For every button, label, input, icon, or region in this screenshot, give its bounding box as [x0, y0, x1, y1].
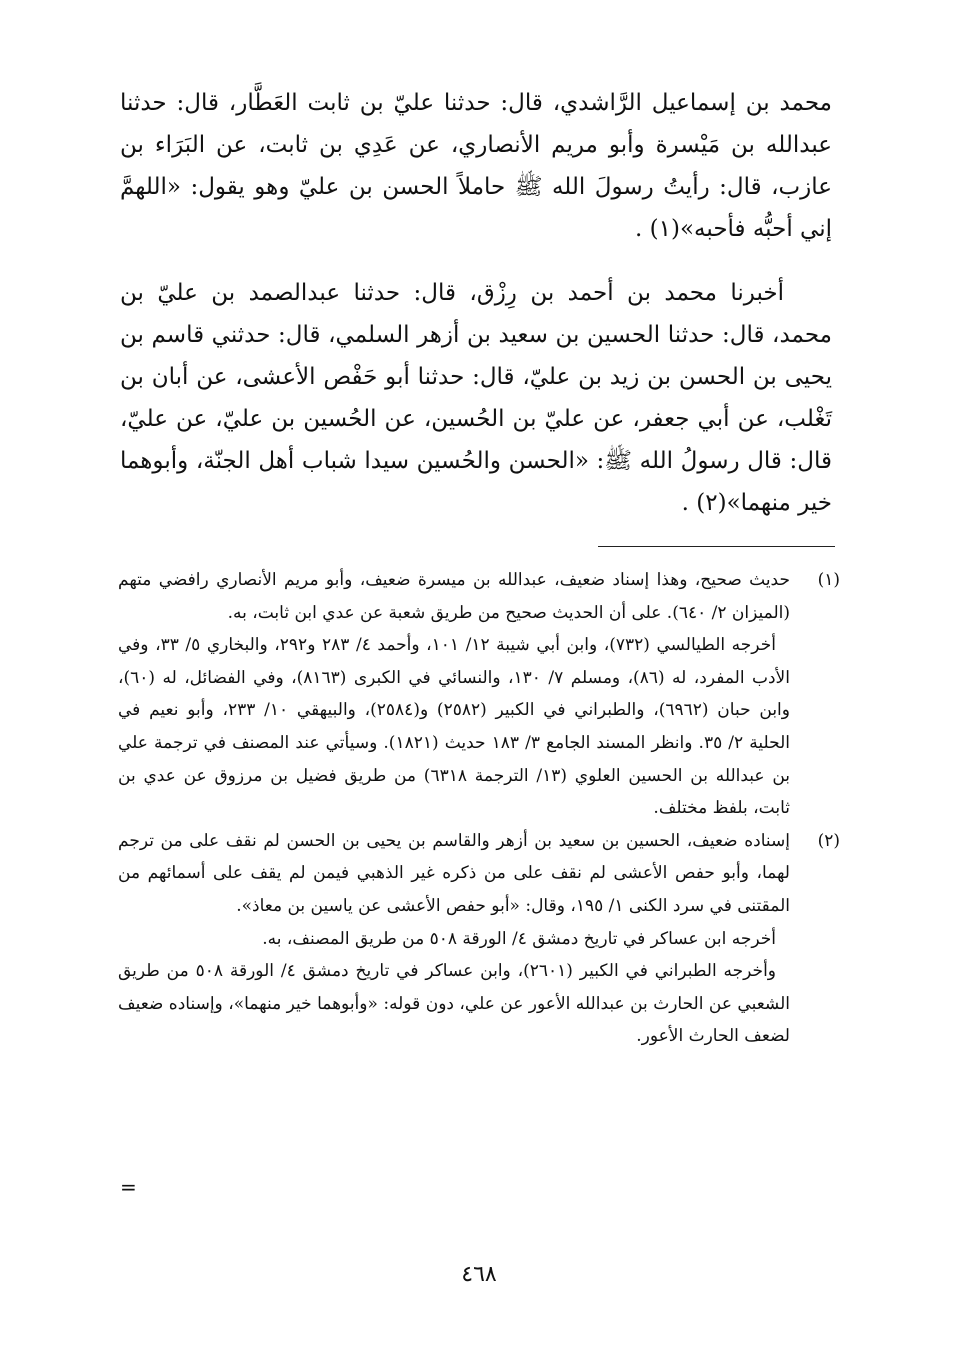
footnotes: [118, 564, 840, 1053]
footnote-paragraph: إسناده ضعيف، الحسين بن سعيد بن أزهر والقاسم بن يحيى بن الحسن لم نقف على من ترجم لهما، وأبو حفص الأعشى لم نقف على من ذكره غير الذهبي فيمن لم يقف على أسمائهم من المقتنى في سرد الكنى ١/ ١٩٥، وقال: «أبو حفص الأعشى عن ياسين بن معاذ».: [118, 830, 790, 916]
footnote-2: [118, 825, 840, 1053]
footnote-paragraph: أخرجه الطيالسي (٧٣٢)، وابن أبي شيبة ١٢/ ١٠١، وأحمد ٤/ ٢٨٣ و٢٩٢، والبخاري ٥/ ٣٣، وفي الأدب المفرد، له (٨٦)، ومسلم ٧/ ١٣٠، والنسائي في الكبرى (٨١٦٣)، وفي الفضائل، له (٦٠)، وابن حبان (٦٩٦٢)، والطبراني في الكبير (٢٥٨٢) و(٢٥٨٤)، والبيهقي ١٠/ ٢٣٣، وأبو نعيم في الحلية ٢/ ٣٥. وانظر المسند الجامع ٣/ ١٨٣ حديث (١٨٢١). وسيأتي عند المصنف في ترجمة علي بن عبدالله بن الحسين العلوي (١٣/ الترجمة ٦٣١٨) من طريق فضيل بن مرزوق عن عدي بن ثابت، بلفظ مختلف.: [118, 635, 791, 819]
footnote-number: (٢): [817, 830, 840, 851]
main-text: [120, 82, 832, 524]
footnote-number: (١): [817, 570, 840, 590]
footnote-1: [118, 564, 840, 825]
footnote-paragraph: أخرجه ابن عساكر في تاريخ دمشق ٤/ الورقة ٥٠٨ من طريق المصنف، به.: [262, 928, 776, 949]
page-number: ٤٦٨: [461, 1262, 497, 1287]
footnote-paragraph: حديث صحيح، وهذا إسناد ضعيف، عبدالله بن ميسرة ضعيف، وأبو مريم الأنصاري رافضي متهم (الميزان ٢/ ٦٤٠). على أن الحديث صحيح من طريق شعبة عن عدي ابن ثابت، به.: [118, 570, 790, 623]
main-paragraph-1: محمد بن إسماعيل الرَّاشدي، قال: حدثنا عليّ بن ثابت العَطَّار، قال: حدثنا عبدالله بن مَيْسرة وأبو مريم الأنصاري، عن عَدِي بن ثابت، عن البَرَاء بن عازب، قال: رأيتُ رسولَ الله ﷺ حاملاً الحسن بن عليّ وهو يقول: «اللهمَّ إني أحبُّه فأحبه»(١) .: [120, 90, 832, 242]
footnote-separator: [598, 546, 835, 547]
footnote-paragraph: وأخرجه الطبراني في الكبير (٢٦٠١)، وابن عساكر في تاريخ دمشق ٤/ الورقة ٥٠٨ من طريق الشعبي عن الحارث بن عبدالله الأعور عن علي، دون قوله: «وأبوهما خير منهما»، وإسناده ضعيف لضعف الحارث الأعور.: [118, 961, 790, 1047]
continuation-mark: =: [120, 1175, 137, 1199]
main-paragraph-2: أخبرنا محمد بن أحمد بن رِزْق، قال: حدثنا عبدالصمد بن عليّ بن محمد، قال: حدثنا الحسين بن سعيد بن أزهر السلمي، قال: حدثني قاسم بن يحيى بن الحسن بن زيد بن عليّ، قال: حدثنا أبو حَفْص الأعشى، عن أبان بن تَغْلب، عن أبي جعفر، عن عليّ بن الحُسين، عن الحُسين بن عليّ، عن عليّ، قال: قال رسولُ الله ﷺ: «الحسن والحُسين سيدا شباب أهل الجنّة، وأبوهما خير منهما»(٢) .: [120, 280, 832, 516]
